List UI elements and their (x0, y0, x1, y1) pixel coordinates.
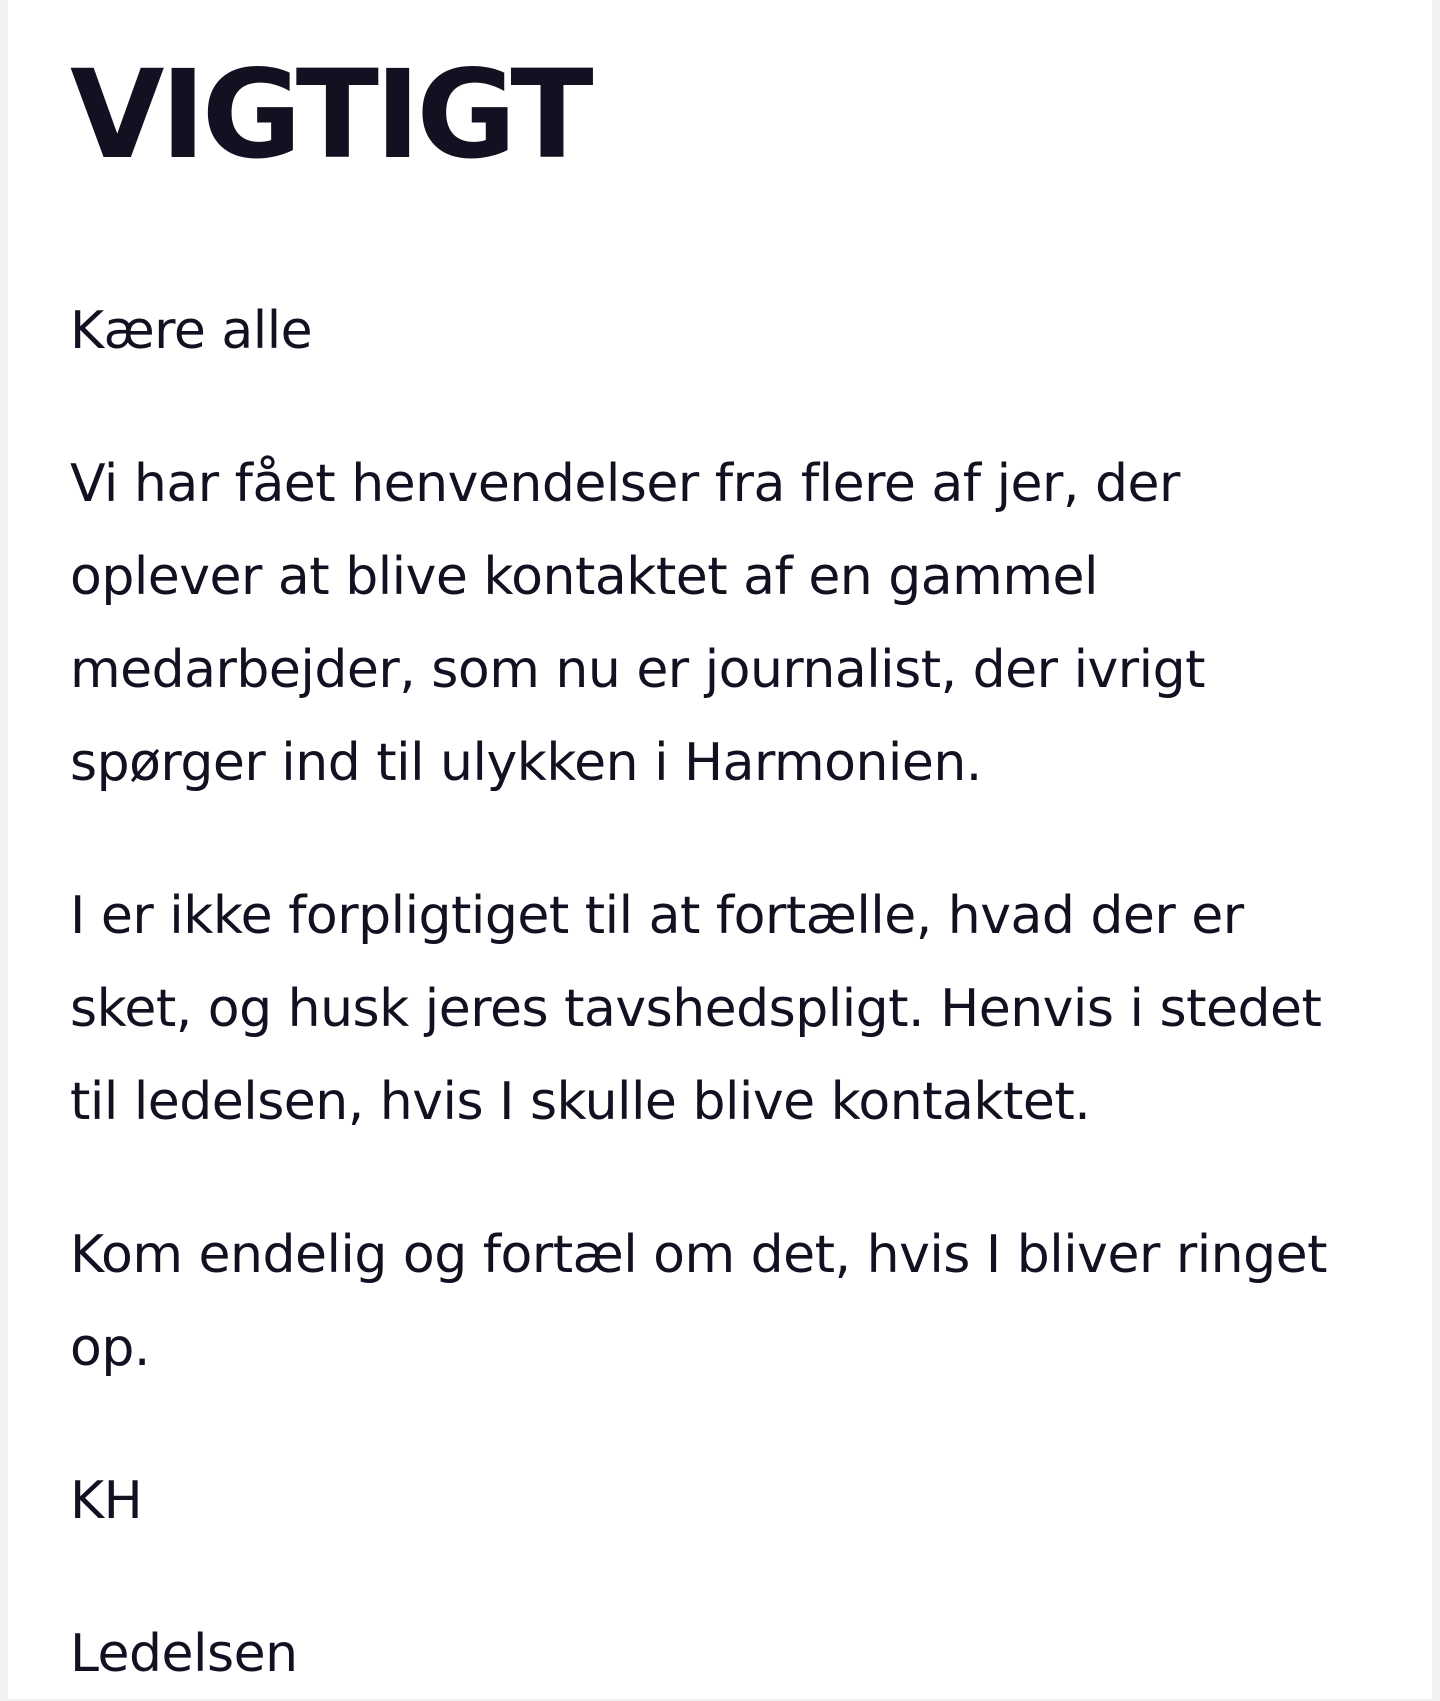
message-closing: KH (70, 1471, 143, 1531)
message-paragraph-2: I er ikke forpligtiget til at fortælle, hvad der er sket, og husk jeres tavshedspligt. Henvis i stedet til ledelsen, hvis I skulle blive kontaktet. (70, 886, 1322, 1132)
message-paragraph-1: Vi har fået henvendelser fra flere af jer, der oplever at blive kontaktet af en gammel medarbejder, som nu er journalist, der ivrigt spørger ind til ulykken i Harmonien. (70, 454, 1206, 793)
message-page (8, 0, 1432, 1699)
message-title: VIGTIGT (70, 44, 590, 186)
message-greeting: Kære alle (70, 301, 313, 361)
message-body (70, 44, 1370, 1701)
message-signature: Ledelsen (70, 1624, 298, 1684)
message-paragraph-3: Kom endelig og fortæl om det, hvis I bliver ringet op. (70, 1225, 1328, 1378)
